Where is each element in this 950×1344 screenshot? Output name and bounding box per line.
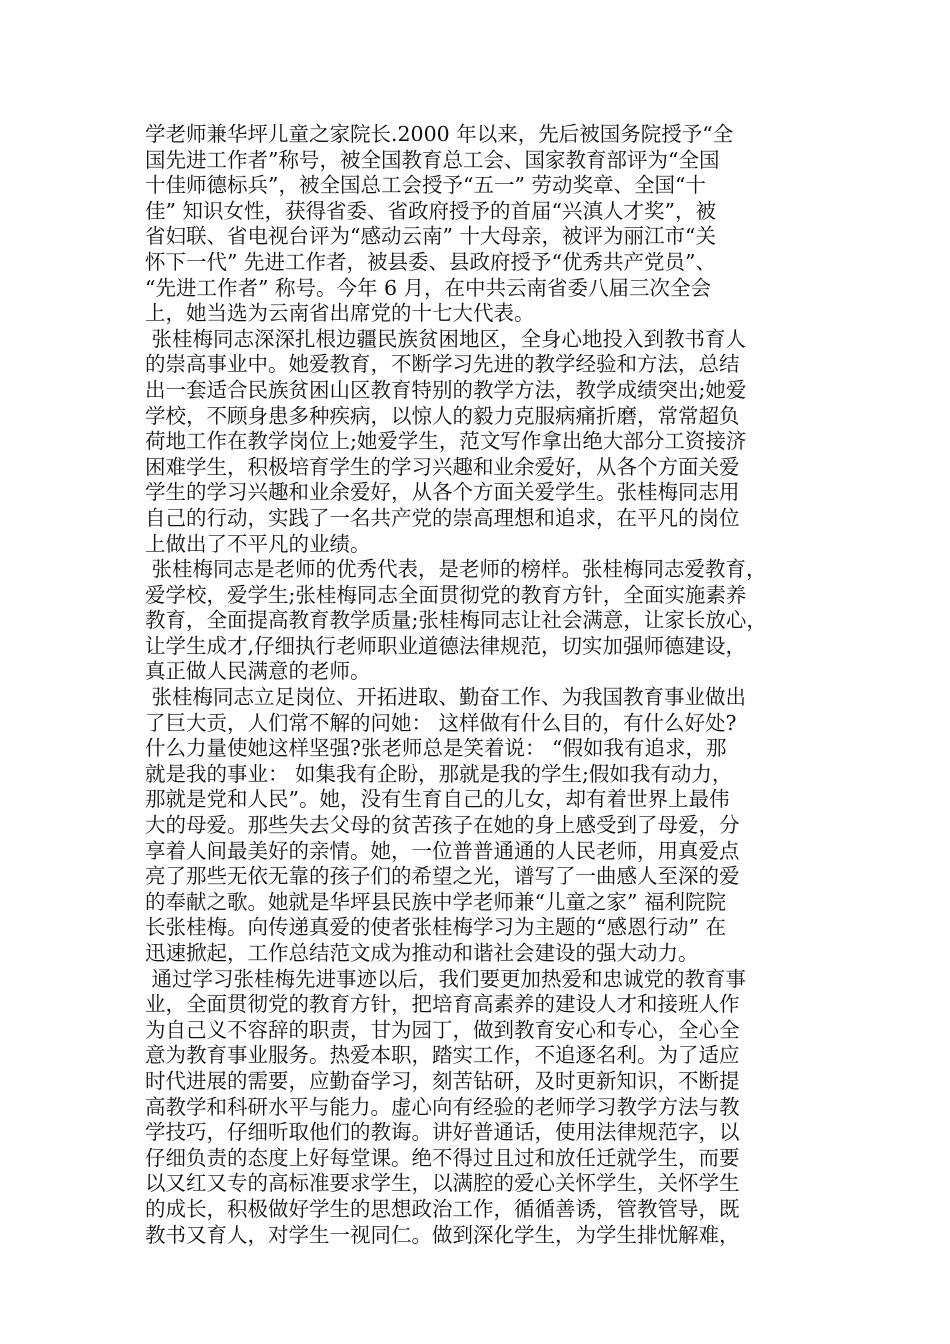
- text-line: 的奉献之歌。她就是华坪县民族中学老师兼“儿童之家” 福利院院: [145, 889, 726, 914]
- text-line: 张桂梅同志是老师的优秀代表，是老师的榜样。张桂梅同志爱教育，: [145, 557, 767, 582]
- text-line: 出一套适合民族贫困山区教育特别的教学方法，教学成绩突出;她爱: [145, 377, 747, 402]
- text-line: 迅速掀起，工作总结范文成为推动和谐社会建设的强大动力。: [145, 941, 699, 965]
- text-line: 爱学校，爱学生;张桂梅同志全面贯彻党的教育方针，全面实施素养: [145, 582, 747, 607]
- text-line: 业，全面贯彻党的教育方针，把培育高素养的建设人才和接班人作: [145, 992, 740, 1017]
- text-line: 学生的学习兴趣和业余爱好，从各个方面关爱学生。张桂梅同志用: [145, 480, 740, 505]
- text-line: 时代进展的需要，应勤奋学习，刻苦钻研，及时更新知识，不断提: [145, 1068, 740, 1093]
- text-line: 仔细负责的态度上好每堂课。绝不得过且过和放任迁就学生，而要: [145, 1145, 740, 1170]
- text-line: 张桂梅同志深深扎根边疆民族贫困地区，全身心地投入到教书育人: [145, 326, 747, 351]
- text-line: 国先进工作者”称号，被全国教育总工会、国家教育部评为“全国: [145, 147, 720, 172]
- text-line: 的成长，积极做好学生的思想政治工作，循循善诱，管教管导，既: [145, 1196, 740, 1221]
- text-line: “先进工作者” 称号。今年 6 月，在中共云南省委八届三次全会: [145, 275, 712, 300]
- text-line: 上做出了不平凡的业绩。: [145, 531, 371, 556]
- text-line: 长张桂梅。向传递真爱的使者张桂梅学习为主题的“感恩行动” 在: [145, 915, 726, 940]
- text-line: 以又红又专的高标准要求学生，以满腔的爱心关怀学生，关怀学生: [145, 1171, 740, 1196]
- text-line: 佳” 知识女性，获得省委、省政府授予的首届“兴滇人才奖”，被: [145, 198, 716, 223]
- text-line: 学校，不顾身患多种疾病，以惊人的毅力克服病痛折磨，常常超负: [145, 403, 740, 428]
- text-line: 荷地工作在教学岗位上;她爱学生，范文写作拿出绝大部分工资接济: [145, 429, 747, 454]
- text-line: 高教学和科研水平与能力。虚心向有经验的老师学习教学方法与教: [145, 1094, 740, 1119]
- text-line: 享着人间最美好的亲情。她，一位普普通通的人民老师，用真爱点: [145, 838, 740, 863]
- text-line: 教书又育人，对学生一视同仁。做到深化学生，为学生排忧解难，: [145, 1222, 740, 1247]
- text-line: 亮了那些无依无靠的孩子们的希望之光，谱写了一曲感人至深的爱: [145, 864, 740, 889]
- text-line: 了巨大贡，人们常不解的问她： 这样做有什么目的，有什么好处?: [145, 710, 737, 735]
- text-line: 让学生成才,仔细执行老师职业道德法律规范，切实加强师德建设，: [145, 633, 747, 658]
- text-line: 通过学习张桂梅先进事迹以后，我们要更加热爱和忠诚党的教育事: [145, 966, 747, 991]
- text-line: 那就是党和人民”。她，没有生育自己的儿女，却有着世界上最伟: [145, 787, 730, 812]
- text-line: 十佳师德标兵”，被全国总工会授予“五一” 劳动奖章、全国“十: [145, 173, 706, 198]
- text-line: 上，她当选为云南省出席党的十七大代表。: [145, 301, 535, 326]
- text-line: 学老师兼华坪儿童之家院长.2000 年以来，先后被国务院授予“全: [145, 122, 734, 146]
- text-line: 省妇联、省电视台评为“感动云南” 十大母亲，被评为丽江市“关: [145, 224, 716, 249]
- text-line: 教育，全面提高教育教学质量;张桂梅同志让社会满意，让家长放心，: [145, 608, 767, 633]
- text-line: 学技巧，仔细听取他们的教诲。讲好普通话，使用法律规范字，以: [145, 1120, 740, 1145]
- document-body: [145, 122, 813, 1248]
- text-line: 自己的行动，实践了一名共产党的崇高理想和追求，在平凡的岗位: [145, 505, 740, 530]
- text-line: 真正做人民满意的老师。: [145, 659, 371, 684]
- text-line: 什么力量使她这样坚强?张老师总是笑着说： “假如我有追求，那: [145, 736, 727, 761]
- text-line: 的崇高事业中。她爱教育，不断学习先进的教学经验和方法，总结: [145, 352, 740, 377]
- text-line: 就是我的事业： 如集我有企盼，那就是我的学生;假如我有动力，: [145, 761, 733, 786]
- text-line: 意为教育事业服务。热爱本职，踏实工作，不追逐名利。为了适应: [145, 1043, 740, 1068]
- text-line: 为自己义不容辞的职责，甘为园丁，做到教育安心和专心，全心全: [145, 1017, 740, 1042]
- text-line: 张桂梅同志立足岗位、开拓进取、勤奋工作、为我国教育事业做出: [145, 685, 747, 710]
- text-line: 怀下一代” 先进工作者，被县委、县政府授予“优秀共产党员”、: [145, 249, 716, 274]
- text-line: 困难学生，积极培育学生的学习兴趣和业余爱好，从各个方面关爱: [145, 454, 740, 479]
- text-line: 大的母爱。那些失去父母的贫苦孩子在她的身上感受到了母爱，分: [145, 813, 740, 838]
